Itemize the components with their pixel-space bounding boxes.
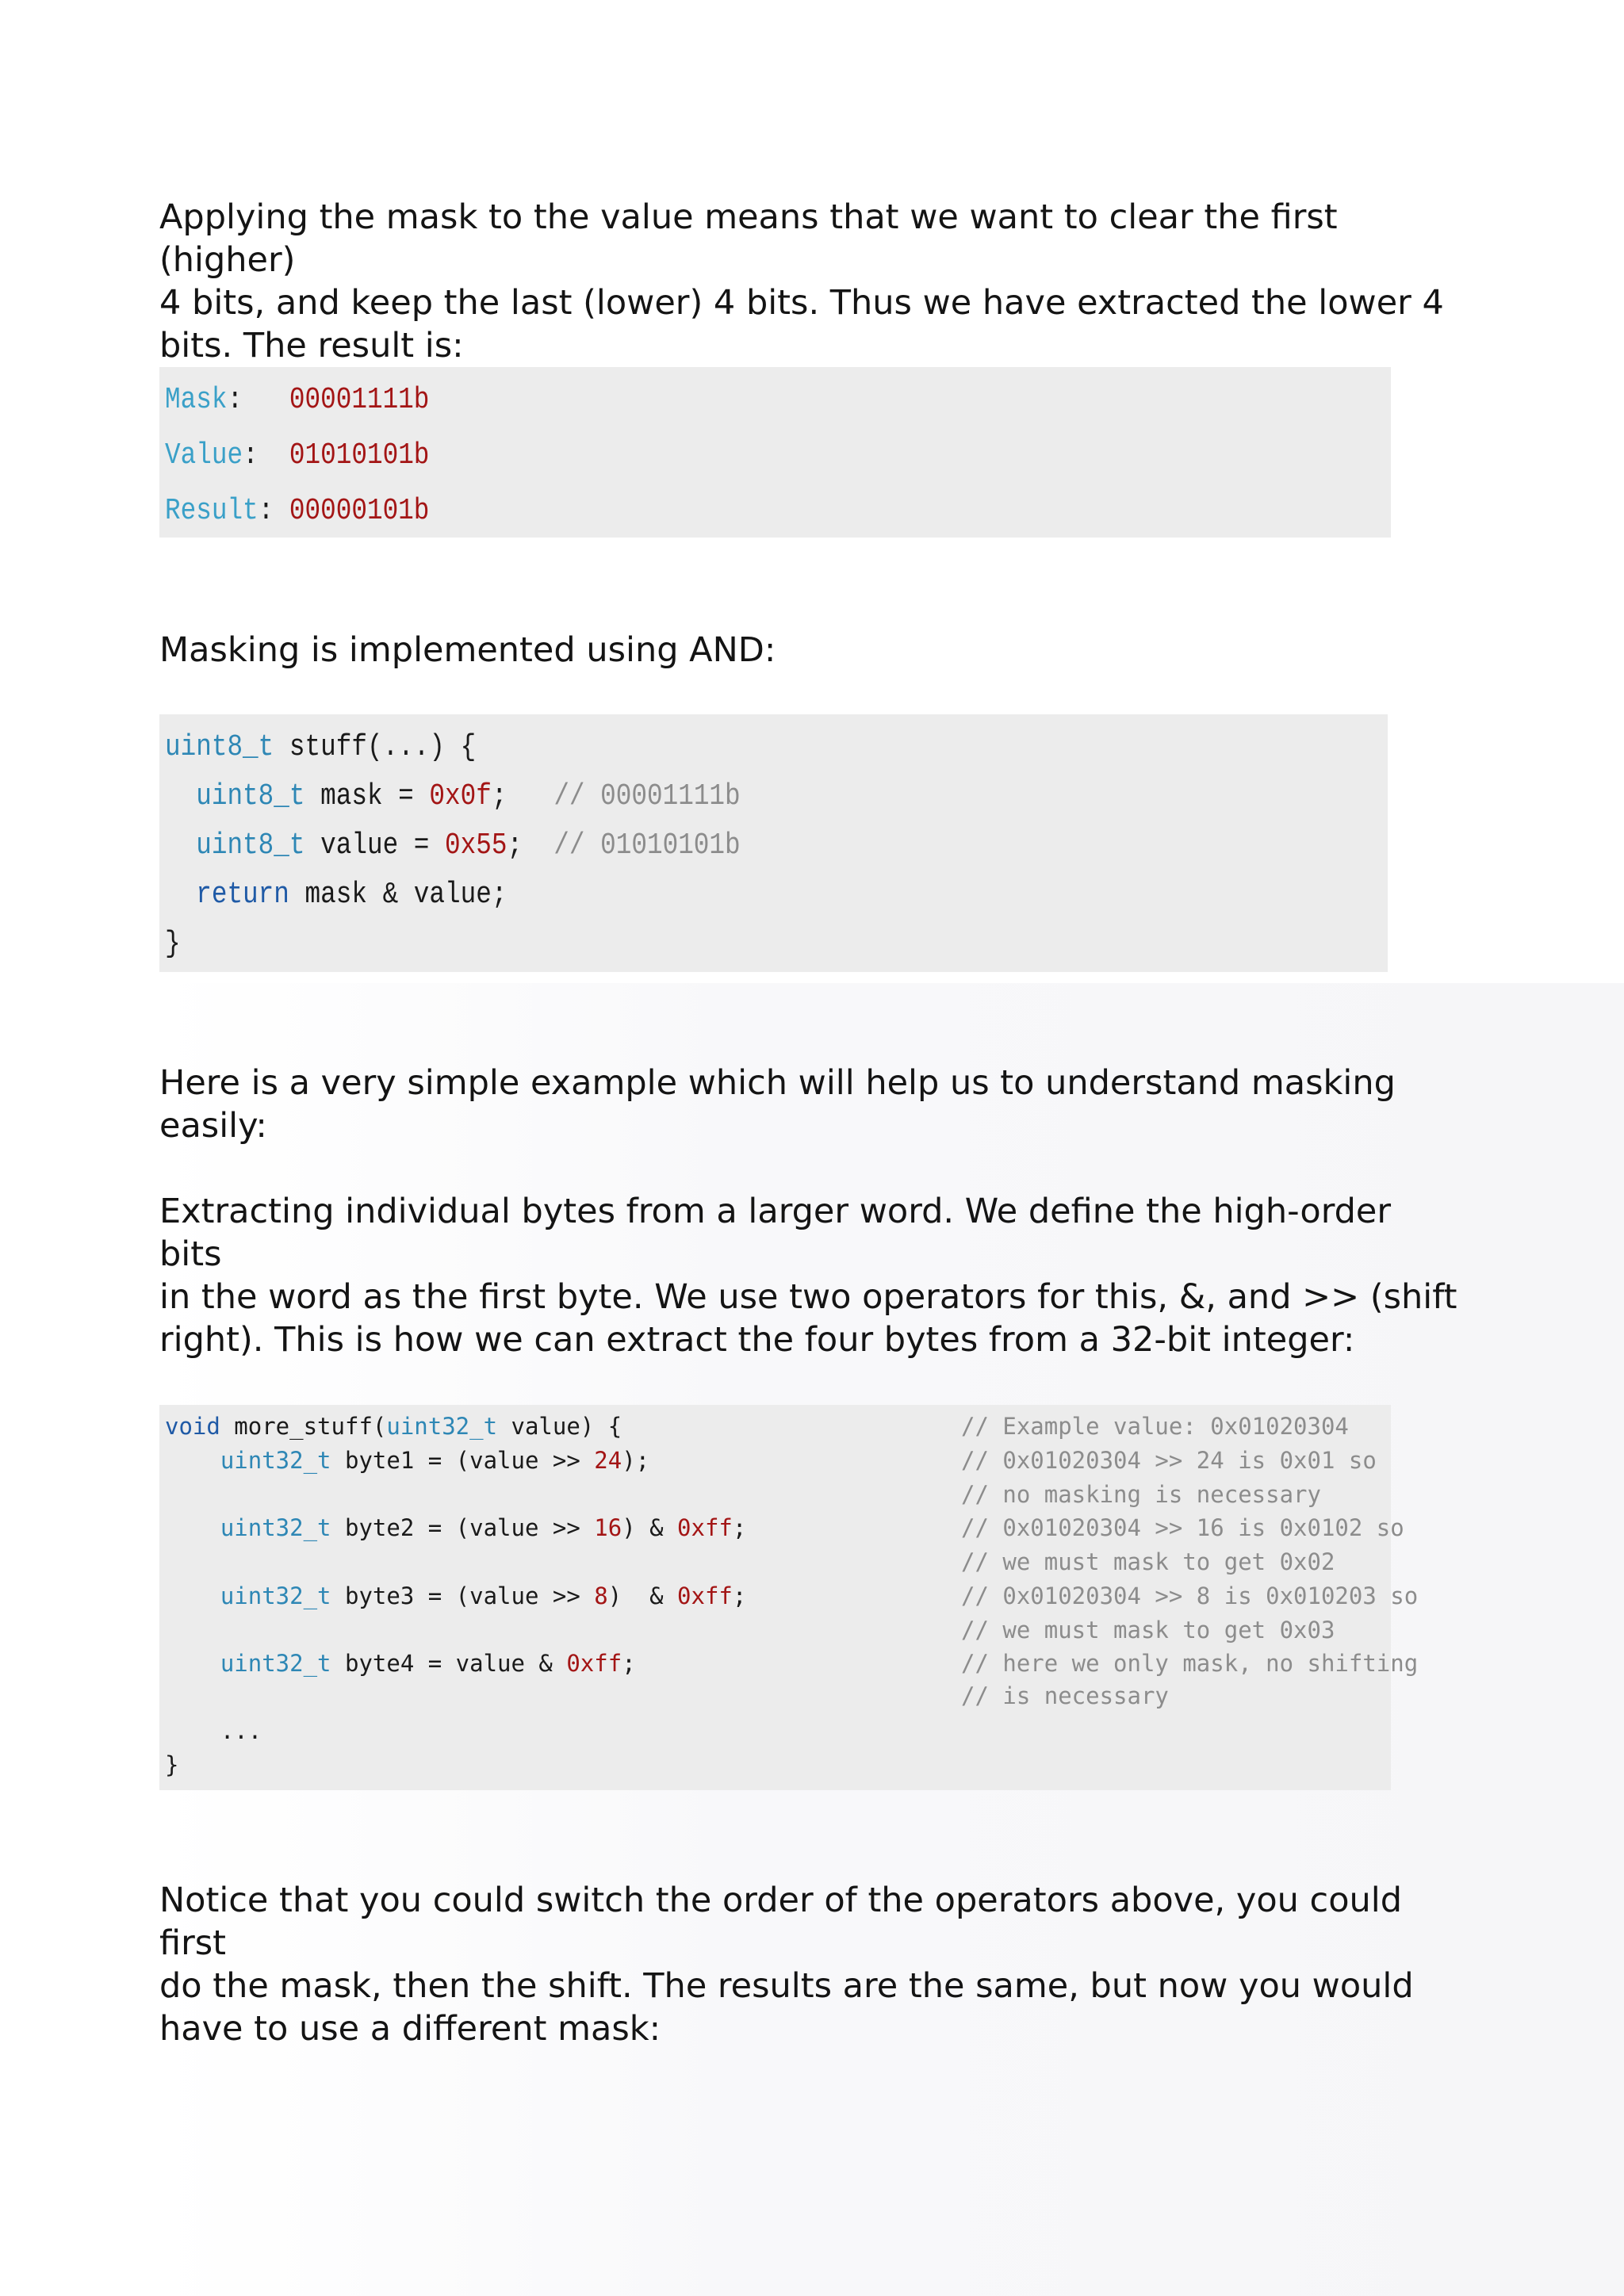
code-line: } <box>165 927 181 961</box>
text-line: have to use a different mask: <box>159 2009 661 2049</box>
code-line: uint32_t byte4 = value & 0xff; <box>220 1650 636 1677</box>
text-line: easily: <box>159 1106 267 1146</box>
code-line: uint8_t stuff(...) { <box>165 730 477 764</box>
text-line: Notice that you could switch the order of the operators above, you could first <box>159 1881 1403 1963</box>
code-line: uint8_t value = 0x55; // 01010101b <box>196 828 741 863</box>
mask-line: Mask: 00001111b <box>165 383 430 417</box>
switch-order-paragraph <box>159 1879 1460 2050</box>
and-code-block <box>159 714 1388 972</box>
code-line: return mask & value; <box>196 878 508 912</box>
text-line: Extracting individual bytes from a larger word. We define the high-order bits <box>159 1192 1392 1274</box>
code-line: uint8_t mask = 0x0f; // 00001111b <box>196 779 741 813</box>
masking-and-paragraph <box>159 629 1460 672</box>
code-line: uint32_t byte2 = (value >> 16) & 0xff; <box>220 1514 747 1541</box>
text-line: Masking is implemented using AND: <box>159 630 776 670</box>
code-comment: // here we only mask, no shifting <box>961 1650 1419 1677</box>
code-comment: // we must mask to get 0x02 <box>961 1548 1335 1575</box>
text-line: in the word as the first byte. We use two operators for this, &, and >> (shift <box>159 1277 1457 1317</box>
extract-code-block <box>159 1405 1419 1790</box>
extracting-bytes-paragraph <box>159 1190 1460 1361</box>
text-line: right). This is how we can extract the four bytes from a 32-bit integer: <box>159 1320 1355 1360</box>
code-comment: // Example value: 0x01020304 <box>961 1413 1349 1440</box>
simple-example-paragraph <box>159 1062 1460 1147</box>
code-comment: // no masking is necessary <box>961 1481 1321 1508</box>
text-line: Applying the mask to the value means that we want to clear the first (higher) <box>159 197 1338 280</box>
code-line: uint32_t byte1 = (value >> 24); <box>220 1447 650 1474</box>
value-line: Value: 01010101b <box>165 438 430 473</box>
text-line: Here is a very simple example which will help us to understand masking <box>159 1063 1396 1103</box>
text-line: bits. The result is: <box>159 326 464 365</box>
code-comment: // 0x01020304 >> 16 is 0x0102 so <box>961 1514 1404 1541</box>
code-line: uint32_t byte3 = (value >> 8) & 0xff; <box>220 1582 747 1609</box>
code-line: ... <box>220 1717 262 1744</box>
text-line: do the mask, then the shift. The results are the same, but now you would <box>159 1966 1414 2006</box>
code-line: } <box>165 1751 179 1778</box>
code-comment: // we must mask to get 0x03 <box>961 1617 1335 1644</box>
mask-result-block <box>159 367 1391 538</box>
intro-paragraph <box>159 196 1460 367</box>
code-comment: // 0x01020304 >> 24 is 0x01 so <box>961 1447 1377 1474</box>
code-comment: // is necessary <box>961 1682 1169 1709</box>
result-line: Result: 00000101b <box>165 494 430 528</box>
code-comment: // 0x01020304 >> 8 is 0x010203 so <box>961 1582 1419 1609</box>
code-line: void more_stuff(uint32_t value) { <box>165 1413 622 1440</box>
text-line: 4 bits, and keep the last (lower) 4 bits. Thus we have extracted the lower 4 <box>159 283 1444 323</box>
